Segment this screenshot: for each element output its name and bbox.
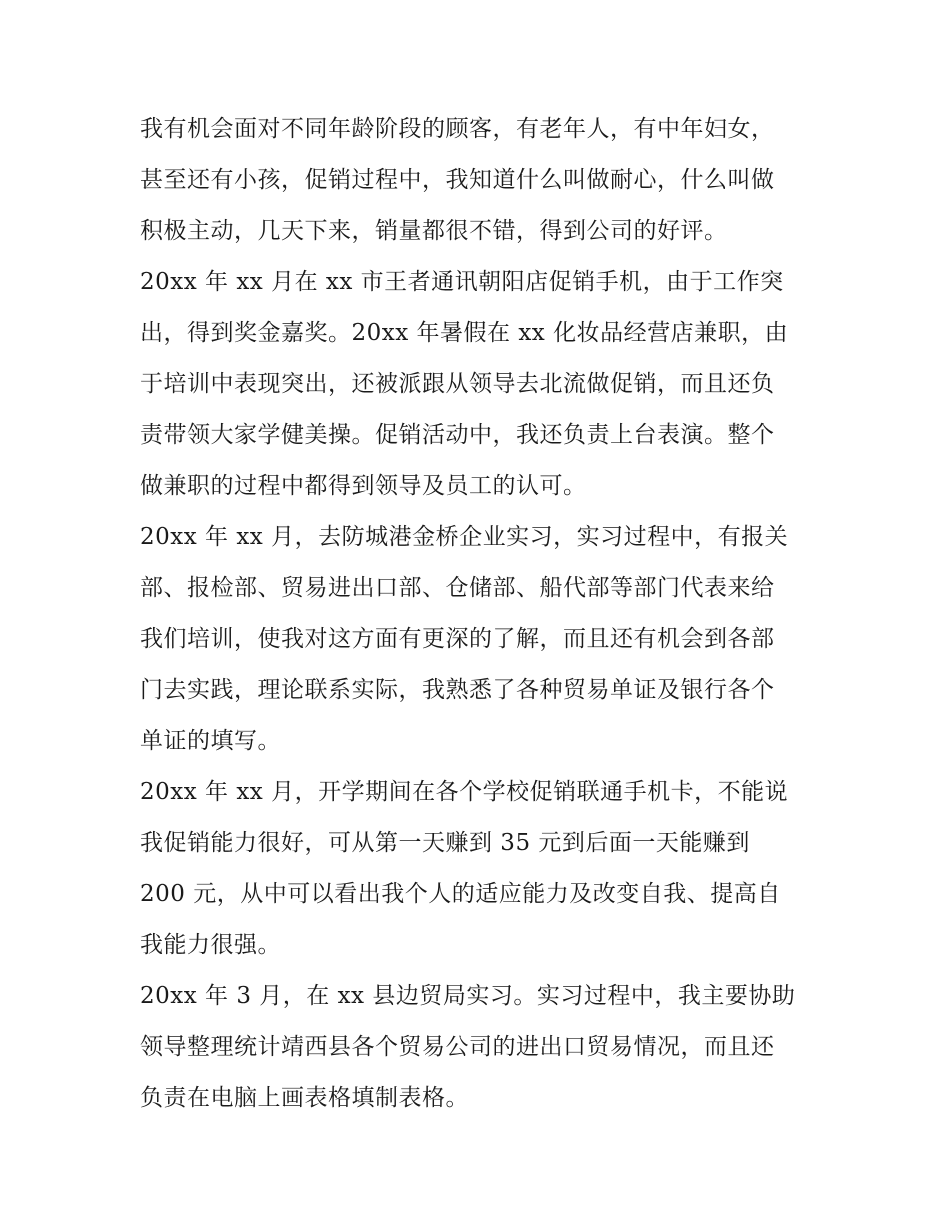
- text-line: 我们培训，使我对这方面有更深的了解，而且还有机会到各部: [140, 626, 775, 652]
- body-text: [140, 104, 820, 1124]
- text-line: 于培训中表现突出，还被派跟从领导去北流做促销，而且还负: [140, 371, 775, 397]
- text-line: 20xx 年 3 月，在 xx 县边贸局实习。实习过程中，我主要协助: [140, 983, 796, 1009]
- text-line: 做兼职的过程中都得到领导及员工的认可。: [140, 473, 587, 499]
- text-line: 部、报检部、贸易进出口部、仓储部、船代部等部门代表来给: [140, 575, 775, 601]
- text-line: 200 元，从中可以看出我个人的适应能力及改变自我、提高自: [140, 881, 781, 907]
- text-line: 20xx 年 xx 月，开学期间在各个学校促销联通手机卡，不能说: [140, 779, 789, 805]
- text-line: 责带领大家学健美操。促销活动中，我还负责上台表演。整个: [140, 422, 775, 448]
- text-line: 负责在电脑上画表格填制表格。: [140, 1085, 469, 1111]
- text-line: 我有机会面对不同年龄阶段的顾客，有老年人，有中年妇女，: [140, 116, 775, 142]
- text-line: 20xx 年 xx 月，去防城港金桥企业实习，实习过程中，有报关: [140, 524, 789, 550]
- text-line: 出，得到奖金嘉奖。20xx 年暑假在 xx 化妆品经营店兼职，由: [140, 320, 789, 346]
- text-line: 积极主动，几天下来，销量都很不错，得到公司的好评。: [140, 218, 728, 244]
- text-line: 领导整理统计靖西县各个贸易公司的进出口贸易情况，而且还: [140, 1034, 775, 1060]
- text-line: 20xx 年 xx 月在 xx 市王者通讯朝阳店促销手机，由于工作突: [140, 269, 784, 295]
- text-line: 单证的填写。: [140, 728, 281, 754]
- text-line: 门去实践，理论联系实际，我熟悉了各种贸易单证及银行各个: [140, 677, 775, 703]
- text-line: 甚至还有小孩，促销过程中，我知道什么叫做耐心，什么叫做: [140, 167, 775, 193]
- text-line: 我促销能力很好，可从第一天赚到 35 元到后面一天能赚到: [140, 830, 750, 856]
- text-line: 我能力很强。: [140, 932, 281, 958]
